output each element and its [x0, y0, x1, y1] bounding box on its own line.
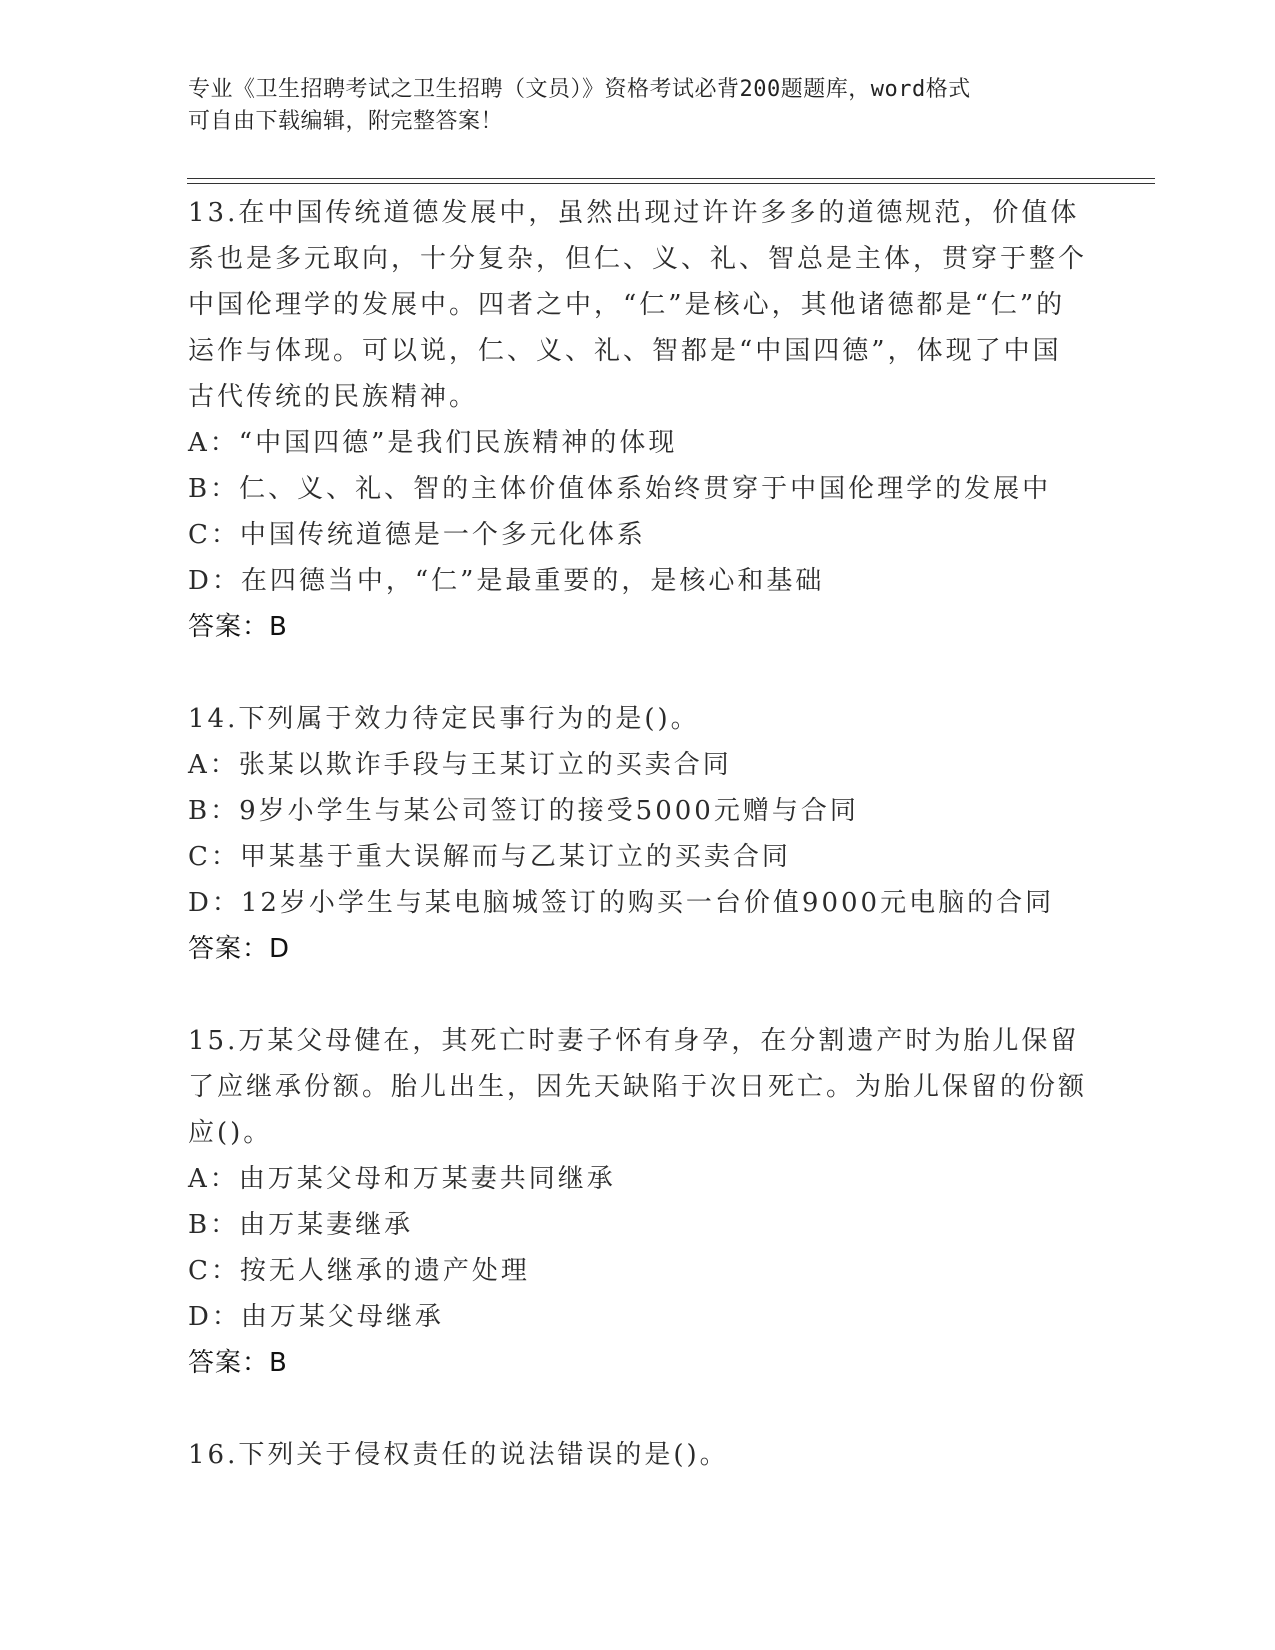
- header-line-1: 专业《卫生招聘考试之卫生招聘（文员）》资格考试必背200题题库，word格式: [188, 77, 971, 102]
- option-c: C：按无人继承的遗产处理: [188, 1256, 530, 1286]
- header-divider-top: [187, 178, 1155, 179]
- answer: 答案：D: [188, 934, 291, 964]
- option-c: C：甲某基于重大误解而与乙某订立的买卖合同: [188, 842, 791, 872]
- question-16: [188, 1432, 1088, 1478]
- option-b: B：9岁小学生与某公司签订的接受5000元赠与合同: [188, 796, 859, 826]
- option-d: D：在四德当中，“仁”是最重要的，是核心和基础: [188, 566, 825, 596]
- option-b: B：仁、义、礼、智的主体价值体系始终贯穿于中国伦理学的发展中: [188, 474, 1052, 504]
- option-d: D：由万某父母继承: [188, 1302, 444, 1332]
- question-15: [188, 1018, 1088, 1386]
- question-stem: 15.万某父母健在，其死亡时妻子怀有身孕，在分割遗产时为胎儿保留了应继承份额。胎儿出生，因先天缺陷于次日死亡。为胎儿保留的份额应()。: [188, 1026, 1088, 1148]
- option-c: C：中国传统道德是一个多元化体系: [188, 520, 646, 550]
- option-b: B：由万某妻继承: [188, 1210, 414, 1240]
- question-14: [188, 696, 1088, 972]
- document-header: [188, 74, 1068, 138]
- question-stem: 14.下列属于效力待定民事行为的是()。: [188, 704, 700, 734]
- option-a: A：张某以欺诈手段与王某订立的买卖合同: [188, 750, 732, 780]
- option-d: D：12岁小学生与某电脑城签订的购买一台价值9000元电脑的合同: [188, 888, 1055, 918]
- answer: 答案：B: [188, 612, 288, 642]
- question-stem: 16.下列关于侵权责任的说法错误的是()。: [188, 1440, 729, 1470]
- question-13: [188, 190, 1088, 650]
- option-a: A：“中国四德”是我们民族精神的体现: [188, 428, 678, 458]
- option-a: A：由万某父母和万某妻共同继承: [188, 1164, 616, 1194]
- question-list: [188, 190, 1088, 1524]
- header-divider-bottom: [187, 183, 1155, 184]
- answer: 答案：B: [188, 1348, 288, 1378]
- question-stem: 13.在中国传统道德发展中，虽然出现过许许多多的道德规范，价值体系也是多元取向，十分复杂，但仁、义、礼、智总是主体，贯穿于整个中国伦理学的发展中。四者之中，“仁”是核心，其他诸德都是“仁”的运作与体现。可以说，仁、义、礼、智都是“中国四德”，体现了中国古代传统的民族精神。: [188, 198, 1088, 412]
- header-line-2: 可自由下载编辑，附完整答案！: [188, 109, 504, 134]
